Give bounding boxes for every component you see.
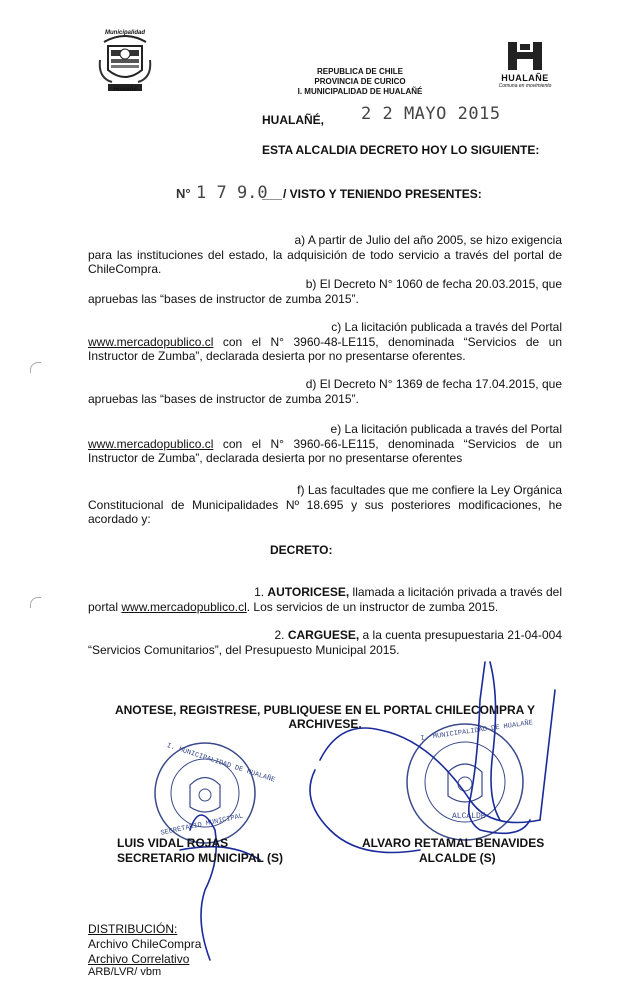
consideration-d-first: d) El Decreto N° 1369 de fecha 17.04.2015, que <box>305 377 562 391</box>
consideration-d-rest: apruebas las “bases de instructor de zumba 2015”. <box>88 391 359 406</box>
mayor-name: ALVARO RETAMAL BENAVIDES <box>362 836 545 850</box>
hualane-logo-tagline: Comuna en movimiento <box>498 83 552 89</box>
mayor-stamp <box>400 720 530 850</box>
punch-mark-top <box>30 362 41 373</box>
visto-heading: / VISTO Y TENIENDO PRESENTES: <box>283 187 482 201</box>
mayor-stamp-bottom: ALCALDE <box>452 812 486 821</box>
distribution-item-1: Archivo ChileCompra <box>88 937 202 951</box>
decree-1 <box>88 585 562 614</box>
closing-line-2: ARCHIVESE. <box>288 717 362 731</box>
decree-2-text2: “Servicios Comunitarios”, del Presupuesto Municipal 2015. <box>88 642 400 657</box>
date-stamp: 2 2 MAYO 2015 <box>361 104 501 124</box>
municipal-crest-logo <box>96 30 154 94</box>
mercadopublico-link-decree[interactable]: www.mercadopublico.cl <box>121 599 247 614</box>
logo-bottom-text: Hualañé <box>113 87 137 93</box>
closing-line-1: ANOTESE, REGISTRESE, PUBLIQUESE EN EL PORTAL CHILECOMPRA Y <box>114 703 536 717</box>
consideration-e-rest: con el N° 3960-66-LE115, denominada “Servicios de un Instructor de Zumba”, declarada desierta por no presentarse oferentes <box>88 436 562 465</box>
consideration-f-rest: Constitucional de Municipalidades Nº 18.695 y sus posteriores modificaciones, he acordado y: <box>88 497 562 526</box>
mayor-role: ALCALDE (S) <box>419 851 496 865</box>
secretary-stamp-bottom: SECRETARIO MUNICIPAL <box>160 812 244 838</box>
hualane-logo <box>500 40 550 72</box>
secretary-name: LUIS VIDAL ROJAS <box>117 836 229 850</box>
logo-top-text: Municipalidad <box>104 30 145 36</box>
place-name: HUALAÑÉ, <box>262 113 324 127</box>
decreto-title: DECRETO: <box>270 543 333 557</box>
mercadopublico-link-c[interactable]: www.mercadopublico.cl <box>88 334 214 349</box>
consideration-f <box>88 483 562 527</box>
consideration-c-first: c) La licitación publicada a través del Portal <box>331 320 562 334</box>
decree-2-num: 2. <box>274 628 285 642</box>
consideration-a-rest: para las instituciones del estado, la adquisición de todo servicio a través del portal de ChileCompra. <box>88 247 562 276</box>
distribution-item-2: Archivo Correlativo <box>88 952 190 966</box>
distribution-title: DISTRIBUCIÓN: <box>88 922 178 936</box>
decree-1-num: 1. <box>254 585 265 599</box>
header-municipality: I. MUNICIPALIDAD DE HUALAÑÉ <box>297 87 423 96</box>
mayor-stamp-top: I. MUNICIPALIDAD DE HUALAÑE <box>420 719 534 743</box>
secretary-role: SECRETARIO MUNICIPAL (S) <box>117 851 284 865</box>
consideration-e-first: e) La licitación publicada a través del Portal <box>330 422 562 436</box>
consideration-b-first: b) El Decreto N° 1060 de fecha 20.03.2015, que <box>305 277 562 291</box>
consideration-c-rest: con el N° 3960-48-LE115, denominada “Servicios de un Instructor de Zumba”, declarada desierta por no presentarse oferentes. <box>88 334 562 363</box>
decree-number-prefix: N° <box>176 186 191 201</box>
header-republic: REPUBLICA DE CHILE <box>317 67 403 76</box>
decree-1-text2: . Los servicios de un instructor de zumba 2015. <box>246 599 499 614</box>
decree-1-verb: AUTORICESE, <box>267 585 350 599</box>
consideration-c <box>88 320 562 364</box>
intro-heading: ESTA ALCALDIA DECRETO HOY LO SIGUIENTE: <box>262 143 540 157</box>
header-province: PROVINCIA DE CURICO <box>314 77 406 86</box>
consideration-d <box>88 377 562 406</box>
consideration-a-first: a) A partir de Julio del año 2005, se hizo exigencia <box>294 233 562 247</box>
hualane-logo-name: HUALAÑE <box>501 73 549 83</box>
consideration-f-first: f) Las facultades que me confiere la Ley Orgánica <box>297 483 562 497</box>
decree-number-blank: ___ <box>262 187 283 201</box>
secretary-stamp-top: I. MUNICIPALIDAD DE HUALAÑE <box>165 742 276 785</box>
decree-number: 1 7 9.0 <box>196 183 268 203</box>
mercadopublico-link-e[interactable]: www.mercadopublico.cl <box>88 436 214 451</box>
decree-1-pre: portal <box>88 599 122 614</box>
distribution-item-3: ARB/LVR/ vbm <box>88 966 162 978</box>
punch-mark-bottom <box>30 597 41 608</box>
decree-2 <box>88 628 562 657</box>
consideration-b-rest: apruebas las “bases de instructor de zumba 2015”. <box>88 291 359 306</box>
decree-2-verb: CARGUESE, <box>287 628 360 642</box>
decree-2-text1: a la cuenta presupuestaria 21-04-004 <box>359 628 562 642</box>
consideration-b <box>88 277 562 306</box>
consideration-a <box>88 233 562 277</box>
consideration-e <box>88 422 562 466</box>
decree-1-text1: llamada a licitación privada a través del <box>349 585 562 599</box>
